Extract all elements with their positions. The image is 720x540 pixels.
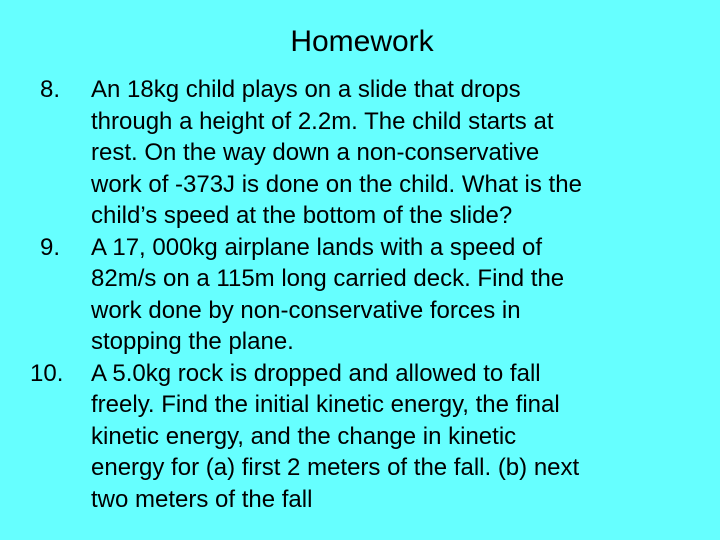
- slide-title: Homework: [290, 25, 434, 58]
- problem-text-line: through a height of 2.2m. The child starts at: [91, 107, 554, 135]
- problem-item-10: [30, 358, 680, 516]
- problem-text: [91, 358, 680, 516]
- problem-text-line: two meters of the fall: [91, 485, 313, 513]
- problem-number: 10.: [30, 359, 64, 387]
- problem-text-line: energy for (a) first 2 meters of the fall. (b) next: [91, 454, 580, 481]
- problem-text-line: child’s speed at the bottom of the slide?: [91, 202, 513, 229]
- problem-text-line: 82m/s on a 115m long carried deck. Find the: [91, 265, 565, 292]
- problem-text-line: stopping the plane.: [91, 328, 294, 355]
- problem-text-line: work done by non-conservative forces in: [91, 296, 521, 324]
- problem-number: 8.: [40, 76, 61, 103]
- problem-text-line: An 18kg child plays on a slide that drops: [91, 76, 521, 103]
- problem-text-line: A 5.0kg rock is dropped and allowed to fall: [91, 359, 541, 387]
- problem-list: [30, 74, 680, 515]
- problem-text-line: kinetic energy, and the change in kinetic: [91, 422, 517, 450]
- problem-number: 9.: [40, 233, 61, 261]
- problem-text-line: work of -373J is done on the child. What is the: [91, 170, 582, 198]
- problem-text: [91, 232, 680, 358]
- problem-text-line: rest. On the way down a non-conservative: [91, 139, 540, 166]
- problem-item-9: [40, 232, 680, 358]
- problem-text-line: A 17, 000kg airplane lands with a speed of: [91, 233, 542, 261]
- problem-text: [91, 74, 680, 232]
- problem-item-8: [40, 74, 680, 232]
- problem-text-line: freely. Find the initial kinetic energy, the final: [91, 391, 560, 418]
